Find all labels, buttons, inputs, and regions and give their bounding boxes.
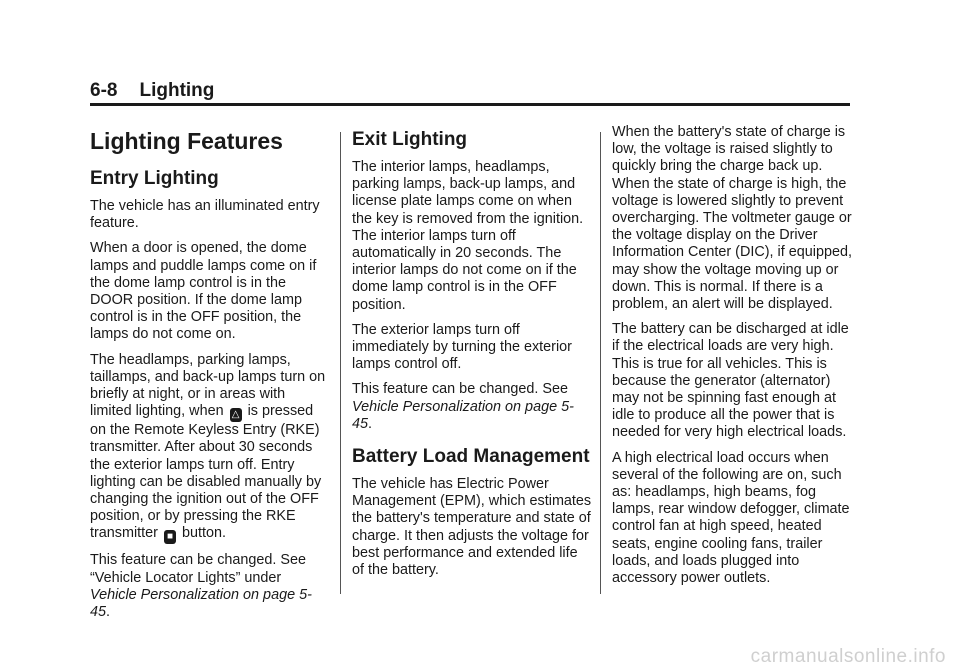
battery-paragraph-1: The vehicle has Electric Power Management (EPM), which estimates the battery's temperature and state of charge. It then adjusts the voltage for best performance and extended life of the battery. xyxy=(352,476,592,579)
entry-paragraph-4 xyxy=(90,552,328,621)
page-title: Lighting Features xyxy=(90,128,283,154)
vehicle-personalization-link[interactable]: Vehicle Personalization on page 5-45 xyxy=(352,398,574,432)
entry-p4-text: This feature can be changed. See “Vehicle Locator Lights” under xyxy=(90,552,307,586)
column-2 xyxy=(352,124,592,587)
exit-lighting-heading: Exit Lighting xyxy=(352,129,468,150)
battery-paragraph-2: When the battery's state of charge is low, the voltage is raised slightly to quickly bring the charge back up. When the state of charge is high, the voltage is lowered slightly to prevent overcharging. The voltmeter gauge or the voltage display on the Driver Information Center (DIC), if equipped, may show the voltage moving up or down. This is normal. If there is a problem, an alert will be displayed. xyxy=(612,124,852,313)
entry-paragraph-2: When a door is opened, the dome lamps and puddle lamps come on if the dome lamp control is in the DOOR position. If the dome lamp control is in the OFF position, the lamps do not come on. xyxy=(90,240,317,343)
entry-p4-end: . xyxy=(106,604,111,621)
header-rule xyxy=(90,103,850,106)
battery-paragraph-4: A high electrical load occurs when several of the following are on, such as: headlamps, high beams, fog lamps, rear window defogger, climate control fan at high speed, heated seats, engine cooling fans, trailer loads, and loads plugged into accessory power outlets. xyxy=(612,449,850,587)
column-divider-1 xyxy=(340,132,341,594)
column-divider-2 xyxy=(600,132,601,594)
key-fob-lock-icon: ■ xyxy=(164,530,176,544)
watermark: carmanualsonline.info xyxy=(750,646,946,667)
entry-p3-text-c: button. xyxy=(181,525,226,542)
page-number: 6-8 xyxy=(90,80,118,101)
column-3 xyxy=(612,124,852,595)
entry-paragraph-1: The vehicle has an illuminated entry feature. xyxy=(90,198,320,232)
column-1 xyxy=(90,124,328,629)
section-title: Lighting xyxy=(139,80,215,101)
exit-p3-end: . xyxy=(368,415,373,432)
key-fob-unlock-icon: △ xyxy=(230,408,242,422)
page-header xyxy=(90,80,850,102)
entry-p3-text-a: The headlamps, parking lamps, taillamps, and back-up lamps turn on briefly at night, or in areas with limited lighting, when xyxy=(90,351,326,420)
exit-paragraph-3 xyxy=(352,381,592,433)
entry-p3-text-b: is pressed on the Remote Keyless Entry (RKE) transmitter. After about 30 seconds the exterior lamps turn off. Entry lighting can be disabled manually by changing the ignition out of the OFF position, or by pressing the RKE transmitter xyxy=(90,403,322,542)
exit-paragraph-2: The exterior lamps turn off immediately by turning the exterior lamps control off. xyxy=(352,321,572,373)
exit-paragraph-1: The interior lamps, headlamps, parking lamps, back-up lamps, and license plate lamps come on when the key is removed from the ignition. The interior lamps turn off automatically in 20 seconds. The interior lamps do not come on if the dome lamp control is in the OFF position. xyxy=(352,159,584,313)
battery-load-heading: Battery Load Management xyxy=(352,446,590,468)
vehicle-personalization-link[interactable]: Vehicle Personalization on page 5-45 xyxy=(90,586,312,621)
exit-p3-text: This feature can be changed. See xyxy=(352,381,569,398)
entry-paragraph-3 xyxy=(90,352,328,545)
battery-paragraph-3: The battery can be discharged at idle if the electrical loads are very high. This is true for all vehicles. This is because the generator (alternator) may not be spinning fast enough at idle to produce all the power that is needed for very high electrical loads. xyxy=(612,321,849,441)
entry-lighting-heading: Entry Lighting xyxy=(90,168,219,189)
